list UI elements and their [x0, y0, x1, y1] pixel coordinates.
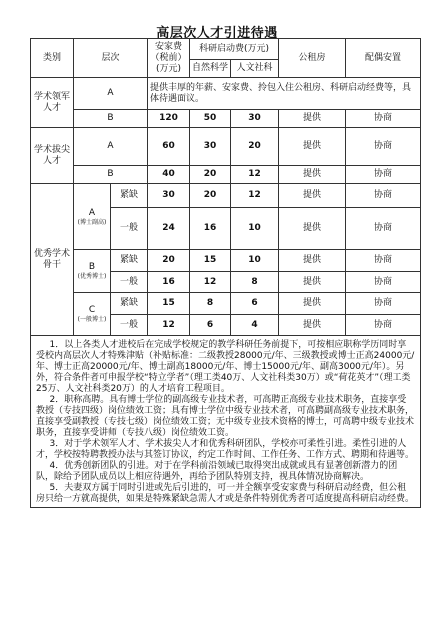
natural-fee-cell: 12 [190, 272, 231, 293]
level-sub: (优秀博士) [77, 273, 107, 280]
note-item: 1．以上各类人才进校后在完成学校规定的教学科研任务前提下，可按相应职称学历同时享受校内高层次人才特殊津贴（补贴标准：二级教授28000元/年、三级教授或博士正高24000元/年、博士正高20000元/年、博士副高18000元/年、博士15000元/年、副高3000元/年）。另外，符合条件者可申报学校“特立学者”（理工类40万、人文社科类30万）或“荷花英才”（理工类25万、人文社科类20万）的人才培育工程项目。 [36, 340, 415, 394]
housing-cell: 提供 [279, 293, 346, 315]
settle-fee-cell: 60 [148, 128, 190, 166]
header-spouse: 配偶安置 [346, 39, 421, 78]
humanities-fee-cell: 4 [231, 315, 279, 336]
header-housing: 公租房 [279, 39, 346, 78]
settle-fee-cell: 40 [148, 166, 190, 184]
humanities-fee-cell: 10 [231, 250, 279, 272]
spouse-cell: 协商 [346, 110, 421, 128]
natural-fee-cell: 50 [190, 110, 231, 128]
level-letter: C [88, 305, 96, 315]
housing-cell: 提供 [279, 166, 346, 184]
spouse-cell: 协商 [346, 184, 421, 208]
natural-fee-cell: 8 [190, 293, 231, 315]
level-b: B [74, 166, 148, 184]
type-cell: 紧缺 [111, 293, 148, 315]
level-b: B [74, 110, 148, 128]
natural-fee-cell: 30 [190, 128, 231, 166]
level-a: A [74, 78, 148, 110]
level-letter: A [88, 207, 96, 218]
header-level: 层次 [74, 39, 148, 78]
natural-fee-cell: 16 [190, 208, 231, 250]
housing-cell: 提供 [279, 110, 346, 128]
note-item: 5．夫妻双方属于同时引进或先后引进的，可一并全额享受安家费与科研启动经费，但公租房只给一方就高提供，如果是特殊紧缺急需人才或是条件特别优秀者可适度提高科研启动经费。 [36, 483, 415, 504]
housing-cell: 提供 [279, 250, 346, 272]
housing-cell: 提供 [279, 184, 346, 208]
housing-cell: 提供 [279, 315, 346, 336]
spouse-cell: 协商 [346, 208, 421, 250]
housing-cell: 提供 [279, 272, 346, 293]
notes-cell [31, 336, 421, 508]
note-item: 4．优秀创新团队的引进。对于在学科前沿领域已取得突出成就或具有显著创新潜力的团队，除给予团队成员以上相应待遇外，再给予团队特别支持，视具体情况协商解决。 [36, 461, 398, 482]
type-cell: 一般 [111, 208, 148, 250]
level-group-c [74, 293, 111, 336]
natural-fee-cell: 15 [190, 250, 231, 272]
humanities-fee-cell: 12 [231, 184, 279, 208]
settle-fee-cell: 12 [148, 315, 190, 336]
humanities-fee-cell: 12 [231, 166, 279, 184]
category-topnotch: 学术拔尖人才 [31, 128, 74, 184]
natural-fee-cell: 6 [190, 315, 231, 336]
benefits-table [30, 38, 421, 508]
level-group-b [74, 250, 111, 293]
spouse-cell: 协商 [346, 315, 421, 336]
header-natural-science: 自然科学 [190, 60, 231, 78]
category-backbone: 优秀学术骨干 [31, 184, 74, 336]
spouse-cell: 协商 [346, 166, 421, 184]
humanities-fee-cell: 6 [231, 293, 279, 315]
type-cell: 紧缺 [111, 184, 148, 208]
level-group-a [74, 184, 111, 250]
header-research-fee: 科研启动费(万元) [190, 39, 279, 60]
settle-fee-cell: 20 [148, 250, 190, 272]
settle-fee-cell: 15 [148, 293, 190, 315]
humanities-fee-cell: 30 [231, 110, 279, 128]
negotiable-text: 提供丰厚的年薪、安家费、拎包入住公租房、科研启动经费等，具体待遇面议。 [148, 78, 421, 110]
header-humanities: 人文社科 [231, 60, 279, 78]
humanities-fee-cell: 8 [231, 272, 279, 293]
natural-fee-cell: 20 [190, 184, 231, 208]
humanities-fee-cell: 20 [231, 128, 279, 166]
spouse-cell: 协商 [346, 293, 421, 315]
settle-fee-cell: 30 [148, 184, 190, 208]
spouse-cell: 协商 [346, 250, 421, 272]
note-item: 2．职称高聘。具有博士学位的副高级专业技术者，可高聘正高级专业技术职务，直接享受教授（专技四级）岗位绩效工资；具有博士学位中级专业技术者，可高聘副高级专业技术职务，直接享受副教授（专技七级）岗位绩效工资；无中级专业技术资格的博士，可高聘中级专业技术职务，直接享受讲师（专技八级）岗位绩效工资。 [36, 395, 415, 438]
settle-fee-cell: 120 [148, 110, 190, 128]
spouse-cell: 协商 [346, 128, 421, 166]
note-item: 3．对于学术领军人才、学术拔尖人才和优秀科研团队，学校亦可柔性引进。柔性引进的人才，学校按特聘教授办法与其签订协议，约定工作时间、工作任务、工作方式、聘期和待遇等。 [36, 439, 415, 460]
type-cell: 一般 [111, 272, 148, 293]
type-cell: 一般 [111, 315, 148, 336]
type-cell: 紧缺 [111, 250, 148, 272]
settle-fee-cell: 16 [148, 272, 190, 293]
housing-cell: 提供 [279, 128, 346, 166]
header-settle-fee: 安家费（税前）(万元) [148, 39, 190, 78]
level-sub: (博士副高) [77, 218, 107, 226]
page-title: 高层次人才引进待遇 [156, 26, 278, 41]
header-category: 类别 [31, 39, 74, 78]
housing-cell: 提供 [279, 208, 346, 250]
level-letter: B [88, 262, 96, 272]
natural-fee-cell: 20 [190, 166, 231, 184]
level-sub: (一般博士) [77, 316, 107, 323]
settle-fee-cell: 24 [148, 208, 190, 250]
category-leading: 学术领军人才 [31, 78, 74, 128]
spouse-cell: 协商 [346, 272, 421, 293]
level-a: A [74, 128, 148, 166]
humanities-fee-cell: 10 [231, 208, 279, 250]
